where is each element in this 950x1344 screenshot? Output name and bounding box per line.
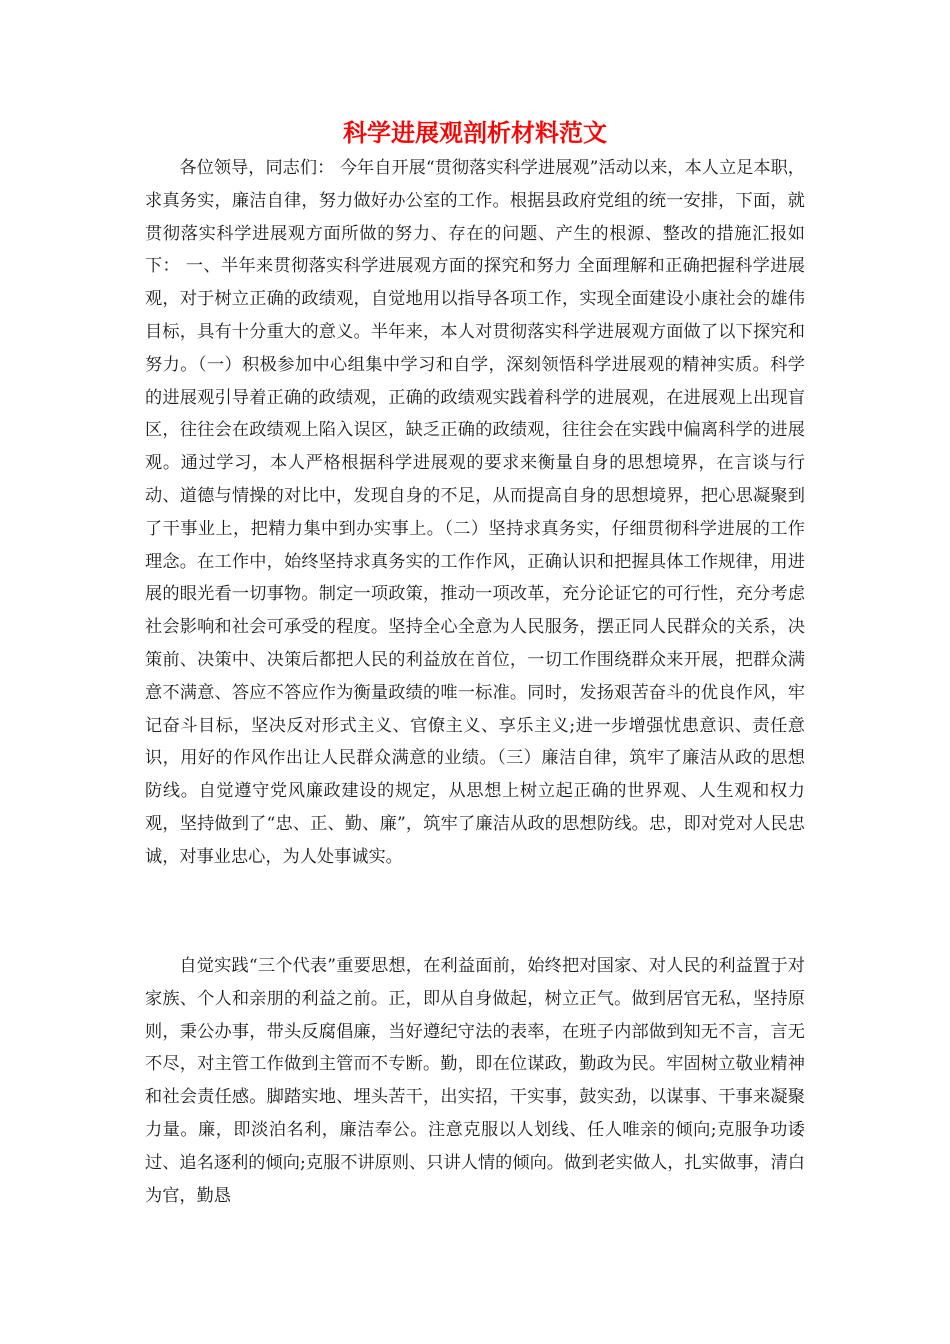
body-paragraph-2: 自觉实践“三个代表”重要思想，在利益面前，始终把对国家、对人民的利益置于对家族、个人和亲朋的利益之前。正，即从自身做起，树立正气。做到居官无私，坚持原则，秉公办事，带头反腐倡廉，当好遵纪守法的表率，在班子内部做到知无不言，言无不尽，对主管工作做到主管而不专断。勤，即在位谋政，勤政为民。牢固树立敬业精神和社会责任感。脚踏实地、埋头苦干，出实招，干实事，鼓实劲，以谋事、干事来凝聚力量。廉，即淡泊名利，廉洁奉公。注意克服以人划线、任人唯亲的倾向;克服争功诿过、追名逐利的倾向;克服不讲原则、只讲人情的倾向。做到老实做人，扎实做事，清白为官，勤恳 [145,956,805,1206]
body-paragraph-1: 各位领导，同志们： 今年自开展“贯彻落实科学进展观”活动以来，本人立足本职，求真务实，廉洁自律，努力做好办公室的工作。根据县政府党组的统一安排，下面，就贯彻落实科学进展观方面所做的努力、存在的问题、产生的根源、整改的措施汇报如下： 一、半年来贯彻落实科学进展观方面的探究和努力 全面理解和正确把握科学进展观，对于树立正确的政绩观，自觉地用以指导各项工作，实现全面建设小康社会的雄伟目标，具有十分重大的意义。半年来，本人对贯彻落实科学进展观方面做了以下探究和努力。（一）积极参加中心组集中学习和自学，深刻领悟科学进展观的精神实质。科学的进展观引导着正确的政绩观，正确的政绩观实践着科学的进展观，在进展观上出现盲区，往往会在政绩观上陷入误区，缺乏正确的政绩观，往往会在实践中偏离科学的进展观。通过学习，本人严格根据科学进展观的要求来衡量自身的思想境界，在言谈与行动、道德与情操的对比中，发现自身的不足，从而提高自身的思想境界，把心思凝聚到了干事业上，把精力集中到办实事上。（二）坚持求真务实，仔细贯彻科学进展的工作理念。在工作中，始终坚持求真务实的工作作风，正确认识和把握具体工作规律，用进展的眼光看一切事物。制定一项政策，推动一项改革，充分论证它的可行性，充分考虑社会影响和社会可承受的程度。坚持全心全意为人民服务，摆正同人民群众的关系，决策前、决策中、决策后都把人民的利益放在首位，一切工作围绕群众来开展，把群众满意不满意、答应不答应作为衡量政绩的唯一标准。同时，发扬艰苦奋斗的优良作风，牢记奋斗目标，坚决反对形式主义、官僚主义、享乐主义;进一步增强忧患意识、责任意识，用好的作风作出让人民群众满意的业绩。（三）廉洁自律，筑牢了廉洁从政的思想防线。自觉遵守党风廉政建设的规定，从思想上树立起正确的世界观、人生观和权力观，坚持做到了“忠、正、勤、廉”，筑牢了廉洁从政的思想防线。忠，即对党对人民忠诚，对事业忠心，为人处事诚实。 [145,158,805,867]
document-title: 科学进展观剖析材料范文 [343,119,607,147]
